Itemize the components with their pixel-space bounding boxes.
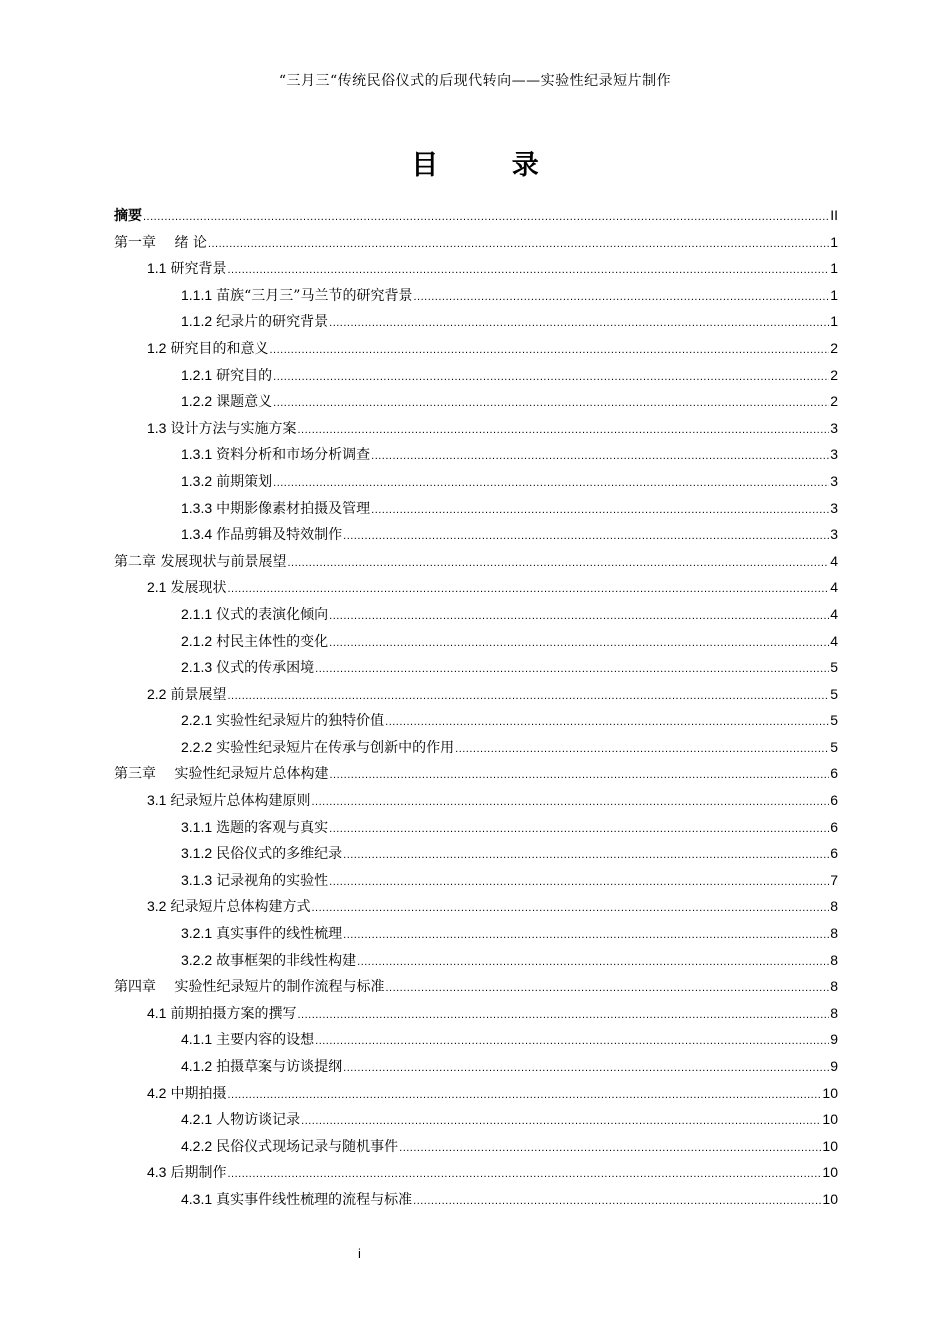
toc-entry-number: 3.1.2 <box>181 845 213 862</box>
toc-entry[interactable] <box>114 843 838 870</box>
toc-entry-page: 9 <box>830 1031 838 1048</box>
toc-leader-dots <box>455 743 829 755</box>
toc-entry-number: 4.2.1 <box>181 1111 213 1128</box>
toc-leader-dots <box>357 956 829 968</box>
toc-entry-number: 1.2.1 <box>181 366 213 383</box>
toc-entry-text: 中期影像素材拍摄及管理 <box>216 500 371 517</box>
toc-entry-page: 10 <box>822 1137 838 1154</box>
toc-entry-page: 1 <box>830 313 838 330</box>
toc-entry-number: 4.1.1 <box>181 1031 213 1048</box>
toc-entry-label <box>181 1056 342 1076</box>
toc-entry[interactable] <box>114 1109 838 1136</box>
toc-entry-page: 3 <box>830 446 838 463</box>
toc-entry-label <box>181 365 272 385</box>
toc-entry-page: 10 <box>822 1111 838 1128</box>
toc-leader-dots <box>413 1195 821 1207</box>
toc-leader-dots <box>385 982 829 994</box>
toc-entry-label <box>147 896 310 916</box>
toc-entry-text: 第一章 绪 论 <box>114 234 207 251</box>
toc-entry-label <box>181 1029 314 1049</box>
toc-entry[interactable] <box>114 790 838 817</box>
toc-entry-label <box>147 418 296 438</box>
toc-entry-number: 2.1.1 <box>181 605 213 622</box>
toc-entry-page: 3 <box>830 419 838 436</box>
toc-entry-page: 10 <box>822 1084 838 1101</box>
toc-entry-label <box>114 551 286 571</box>
toc-entry-label <box>181 631 328 651</box>
toc-entry-text: 民俗仪式现场记录与随机事件 <box>216 1138 399 1155</box>
toc-leader-dots <box>413 291 829 303</box>
toc-entry-text: 纪录片的研究背景 <box>216 314 329 331</box>
toc-entry-text: 第二章 发展现状与前景展望 <box>114 553 287 570</box>
toc-entry-label <box>147 1162 226 1182</box>
toc-entry-page: 8 <box>830 1004 838 1021</box>
toc-entry-number: 1.3 <box>147 419 167 436</box>
toc-entry-page: 4 <box>830 632 838 649</box>
toc-entry-number: 2.1 <box>147 579 167 596</box>
toc-entry-text: 仪式的传承困境 <box>216 660 315 677</box>
toc-entry-label <box>181 524 342 544</box>
toc-entry[interactable] <box>114 1029 838 1056</box>
toc-entry[interactable] <box>114 870 838 897</box>
toc-entry-page: 1 <box>830 233 838 250</box>
toc-entry-label <box>181 950 356 970</box>
table-of-contents <box>114 205 838 1216</box>
toc-entry-text: 前景展望 <box>170 686 227 703</box>
toc-entry[interactable] <box>114 418 838 445</box>
toc-entry-text: 苗族“三月三”马兰节的研究背景 <box>216 287 413 304</box>
toc-entry-page: 3 <box>830 499 838 516</box>
toc-leader-dots <box>329 610 829 622</box>
toc-entry[interactable] <box>114 923 838 950</box>
toc-entry-number: 4.2 <box>147 1084 167 1101</box>
toc-entry-page: 1 <box>830 260 838 277</box>
toc-entry-number: 1.3.1 <box>181 446 213 463</box>
toc-leader-dots <box>227 1168 821 1180</box>
toc-entry[interactable] <box>114 365 838 392</box>
toc-entry-page: 5 <box>830 659 838 676</box>
toc-entry[interactable] <box>114 896 838 923</box>
toc-entry-label <box>181 923 342 943</box>
toc-entry-number: 2.2 <box>147 685 167 702</box>
toc-entry-page: 2 <box>830 339 838 356</box>
toc-entry[interactable] <box>114 285 838 312</box>
toc-entry-text: 记录视角的实验性 <box>216 872 329 889</box>
toc-entry-number: 1.3.3 <box>181 499 213 516</box>
toc-leader-dots <box>343 530 829 542</box>
toc-entry-number: 3.1 <box>147 792 167 809</box>
toc-entry[interactable] <box>114 737 838 764</box>
toc-entry-page: 4 <box>830 605 838 622</box>
toc-entry-text: 纪录短片总体构建原则 <box>170 793 311 810</box>
toc-entry-page: II <box>830 207 838 223</box>
toc-leader-dots <box>287 557 829 569</box>
toc-entry-label <box>181 1109 300 1129</box>
toc-entry-text: 选题的客观与真实 <box>216 819 329 836</box>
toc-leader-dots <box>329 769 829 781</box>
toc-leader-dots <box>371 450 829 462</box>
toc-entry-label <box>181 870 328 890</box>
toc-entry-page: 7 <box>830 871 838 888</box>
toc-entry-text: 村民主体性的变化 <box>216 633 329 650</box>
toc-entry[interactable] <box>114 524 838 551</box>
toc-entry-label <box>181 843 342 863</box>
toc-entry-text: 第四章 实验性纪录短片的制作流程与标准 <box>114 979 385 996</box>
toc-entry-number: 3.2.2 <box>181 951 213 968</box>
toc-entry-page: 6 <box>830 845 838 862</box>
toc-entry-number: 3.1.3 <box>181 871 213 888</box>
toc-entry[interactable] <box>114 1136 838 1163</box>
toc-leader-dots <box>343 1062 829 1074</box>
toc-entry-label <box>181 311 328 331</box>
toc-entry-label <box>181 498 370 518</box>
toc-entry-label <box>181 604 328 624</box>
toc-entry-number: 1.1.2 <box>181 313 213 330</box>
toc-entry-text: 资料分析和市场分析调查 <box>216 447 371 464</box>
toc-entry-label <box>181 391 272 411</box>
toc-leader-dots <box>329 637 829 649</box>
toc-entry-number: 4.2.2 <box>181 1137 213 1154</box>
toc-entry[interactable] <box>114 258 838 285</box>
toc-entry[interactable] <box>114 551 838 578</box>
toc-entry-label <box>114 232 207 252</box>
toc-entry[interactable] <box>114 391 838 418</box>
toc-entry-text: 真实事件的线性梳理 <box>216 926 343 943</box>
toc-leader-dots <box>227 690 829 702</box>
toc-entry-number: 2.2.2 <box>181 738 213 755</box>
toc-leader-dots <box>311 902 829 914</box>
toc-leader-dots <box>208 238 829 250</box>
toc-entry-text: 课题意义 <box>216 394 273 411</box>
toc-entry-number: 2.1.2 <box>181 632 213 649</box>
toc-entry-label <box>181 285 412 305</box>
toc-leader-dots <box>343 849 829 861</box>
toc-leader-dots <box>329 823 829 835</box>
toc-leader-dots <box>143 211 829 223</box>
toc-entry-number: 3.2.1 <box>181 925 213 942</box>
toc-entry-number: 1.3.2 <box>181 472 213 489</box>
toc-leader-dots <box>301 1115 821 1127</box>
toc-entry-number: 2.1.3 <box>181 659 213 676</box>
toc-entry-page: 10 <box>822 1164 838 1181</box>
toc-entry-page: 3 <box>830 472 838 489</box>
toc-leader-dots <box>385 716 829 728</box>
toc-entry-text: 发展现状 <box>170 580 227 597</box>
toc-leader-dots <box>329 876 829 888</box>
toc-entry-label <box>147 258 226 278</box>
toc-leader-dots <box>315 663 829 675</box>
toc-entry-page: 1 <box>830 286 838 303</box>
toc-entry-page: 8 <box>830 978 838 995</box>
toc-entry[interactable] <box>114 817 838 844</box>
toc-leader-dots <box>273 477 829 489</box>
toc-entry[interactable] <box>114 1056 838 1083</box>
toc-leader-dots <box>315 1035 829 1047</box>
toc-entry-label <box>147 1083 226 1103</box>
toc-entry-label <box>181 1136 398 1156</box>
toc-entry-page: 8 <box>830 925 838 942</box>
toc-entry-number: 1.2 <box>147 339 167 356</box>
page-number: i <box>358 1246 361 1261</box>
toc-entry-page: 10 <box>822 1190 838 1207</box>
toc-entry-page: 2 <box>830 366 838 383</box>
toc-leader-dots <box>297 424 829 436</box>
toc-entry-text: 设计方法与实施方案 <box>170 420 297 437</box>
toc-entry-label <box>181 444 370 464</box>
toc-entry[interactable] <box>114 763 838 790</box>
toc-entry-text: 实验性纪录短片的独特价值 <box>216 713 385 730</box>
toc-entry-text: 第三章 实验性纪录短片总体构建 <box>114 766 329 783</box>
toc-entry-page: 6 <box>830 818 838 835</box>
toc-entry-text: 前期策划 <box>216 473 273 490</box>
toc-entry-number: 1.2.2 <box>181 393 213 410</box>
toc-entry-page: 8 <box>830 951 838 968</box>
toc-entry[interactable] <box>114 710 838 737</box>
toc-entry-page: 9 <box>830 1058 838 1074</box>
toc-entry[interactable] <box>114 311 838 338</box>
toc-entry-text: 主要内容的设想 <box>216 1032 315 1049</box>
toc-entry-number: 1.1 <box>147 260 167 277</box>
toc-entry-page: 3 <box>830 526 838 543</box>
toc-leader-dots <box>371 504 829 516</box>
toc-entry-number: 3.1.1 <box>181 818 213 835</box>
toc-leader-dots <box>297 1009 829 1021</box>
toc-leader-dots <box>227 264 829 276</box>
toc-entry-number: 4.1 <box>147 1004 167 1021</box>
toc-leader-dots <box>227 1089 821 1101</box>
toc-entry-number: 3.2 <box>147 898 167 915</box>
toc-entry-text: 后期制作 <box>170 1165 227 1182</box>
toc-entry-page: 5 <box>830 712 838 729</box>
toc-entry-label <box>114 763 328 783</box>
toc-entry[interactable] <box>114 338 838 365</box>
toc-leader-dots <box>269 344 829 356</box>
toc-entry[interactable] <box>114 444 838 471</box>
toc-entry[interactable] <box>114 1189 838 1216</box>
toc-entry-label <box>147 790 310 810</box>
toc-entry[interactable] <box>114 950 838 977</box>
toc-entry[interactable] <box>114 631 838 658</box>
toc-leader-dots <box>227 583 829 595</box>
toc-entry-label <box>147 1003 296 1023</box>
toc-entry-number: 4.3.1 <box>181 1190 213 1207</box>
toc-entry[interactable] <box>114 1162 838 1189</box>
toc-entry[interactable] <box>114 577 838 604</box>
toc-entry-page: 4 <box>830 552 838 569</box>
toc-entry[interactable] <box>114 657 838 684</box>
toc-entry-number: 4.1.2 <box>181 1058 213 1074</box>
toc-entry[interactable] <box>114 604 838 631</box>
toc-entry-text: 仪式的表演化倾向 <box>216 606 329 623</box>
toc-entry[interactable] <box>114 1003 838 1030</box>
toc-entry-text: 人物访谈记录 <box>216 1112 301 1129</box>
toc-entry-page: 6 <box>830 792 838 809</box>
toc-entry[interactable] <box>114 1083 838 1110</box>
toc-entry-page: 2 <box>830 393 838 410</box>
toc-leader-dots <box>399 1142 821 1154</box>
toc-title: 目 录 <box>411 150 571 181</box>
toc-leader-dots <box>329 317 829 329</box>
toc-entry[interactable] <box>114 976 838 1003</box>
toc-entry[interactable] <box>114 205 838 232</box>
toc-leader-dots <box>273 371 829 383</box>
toc-entry-page: 8 <box>830 898 838 915</box>
toc-entry-label <box>114 205 142 225</box>
toc-entry-text: 研究目的和意义 <box>170 340 269 357</box>
toc-entry-text: 拍摄草案与访谈提纲 <box>216 1059 343 1075</box>
toc-leader-dots <box>311 796 829 808</box>
toc-entry-label <box>147 577 226 597</box>
toc-entry-text: 真实事件线性梳理的流程与标准 <box>216 1191 413 1208</box>
toc-entry-text: 故事框架的非线性构建 <box>216 952 357 969</box>
toc-entry-number: 4.3 <box>147 1164 167 1181</box>
toc-entry-label <box>181 471 272 491</box>
toc-entry-text: 作品剪辑及特效制作 <box>216 527 343 544</box>
toc-entry-text: 中期拍摄 <box>170 1085 227 1102</box>
toc-entry-text: 前期拍摄方案的撰写 <box>170 1005 297 1022</box>
toc-leader-dots <box>343 929 829 941</box>
toc-entry[interactable] <box>114 498 838 525</box>
toc-entry-number: 2.2.1 <box>181 712 213 729</box>
toc-leader-dots <box>273 397 829 409</box>
toc-entry-number: 1.3.4 <box>181 526 213 543</box>
toc-entry-text: 实验性纪录短片在传承与创新中的作用 <box>216 739 455 756</box>
toc-entry-page: 4 <box>830 579 838 596</box>
toc-entry-label <box>147 684 226 704</box>
toc-entry-page: 5 <box>830 738 838 755</box>
toc-entry-label <box>181 1189 412 1209</box>
toc-entry[interactable] <box>114 684 838 711</box>
toc-entry-page: 5 <box>830 685 838 702</box>
toc-entry-text: 研究背景 <box>170 261 227 278</box>
toc-entry-label <box>114 976 384 996</box>
toc-entry-text: 民俗仪式的多维纪录 <box>216 846 343 863</box>
toc-entry-page: 6 <box>830 765 838 782</box>
toc-entry-label <box>181 737 454 757</box>
toc-entry-label <box>181 817 328 837</box>
toc-entry-label <box>181 657 314 677</box>
toc-entry-text: 纪录短片总体构建方式 <box>170 899 311 916</box>
toc-entry[interactable] <box>114 232 838 259</box>
toc-entry[interactable] <box>114 471 838 498</box>
toc-entry-text: 研究目的 <box>216 367 273 384</box>
toc-entry-label <box>181 710 384 730</box>
page-header: “三月三“传统民俗仪式的后现代转向——实验性纪录短片制作 <box>278 73 672 89</box>
toc-entry-number: 1.1.1 <box>181 286 213 303</box>
toc-entry-label <box>147 338 268 358</box>
toc-entry-text: 摘要 <box>114 208 142 224</box>
